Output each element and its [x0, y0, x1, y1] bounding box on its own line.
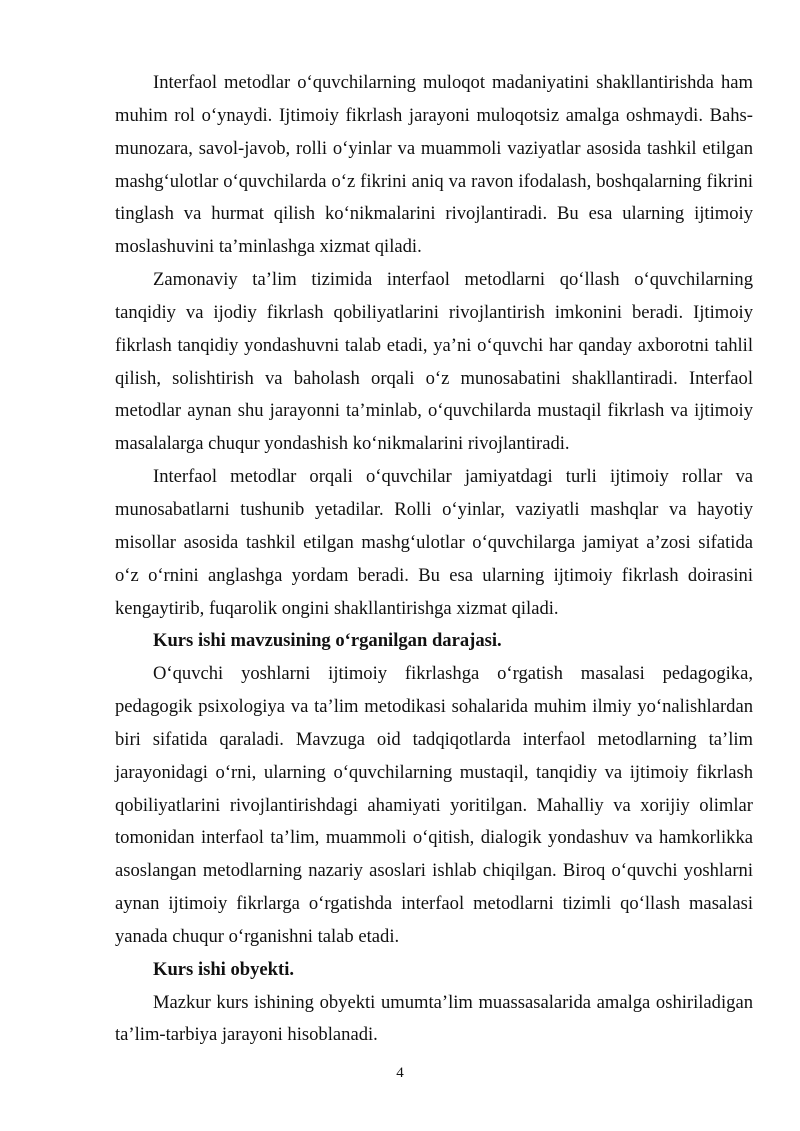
page-number: 4 [396, 1065, 404, 1081]
heading-object: Kurs ishi obyekti. [153, 958, 295, 980]
paragraph-communication-culture: Interfaol metodlar o‘quvchilarning muloqot madaniyatini shakllantirishda ham muhim rol o‘ynaydi. Ijtimoiy fikrlash jarayoni muloqotsiz amalga oshmaydi. Bahs-munozara, savol-javob, rolli o‘yinlar va muammoli vaziyatlar asosida tashkil etilgan mashg‘ulotlar o‘quvchilarda o‘z fikrini aniq va ravon ifodalash, boshqalarning fikrini tinglash va hurmat qilish ko‘nikmalarini rivojlantiradi. Bu esa ularning ijtimoiy moslashuvini ta’minlashga xizmat qiladi. [115, 72, 753, 258]
paragraph-study-level: O‘quvchi yoshlarni ijtimoiy fikrlashga o‘rgatish masalasi pedagogika, pedagogik psixologiya va ta’lim metodikasi sohalarida muhim ilmiy yo‘nalishlardan biri sifatida qaraladi. Mavzuga oid tadqiqotlarda interfaol metodlarning ta’lim jarayonidagi o‘rni, ularning o‘quvchilarning mustaqil, tanqidiy va ijtimoiy fikrlash qobiliyatlarini rivojlantirishdagi ahamiyati yoritilgan. Mahalliy va xorijiy olimlar tomonidan interfaol ta’lim, muammoli o‘qitish, dialogik yondashuv va hamkorlikka asoslangan metodlarning nazariy asoslari ishlab chiqilgan. Biroq o‘quvchi yoshlarni aynan ijtimoiy fikrlarga o‘rgatishda interfaol metodlarni tizimli qo‘llash masalasi yanada chuqur o‘rganishni talab etadi. [115, 663, 753, 947]
heading-study-level: Kurs ishi mavzusining o‘rganilgan darajasi. [153, 630, 502, 652]
document-body [115, 67, 753, 1052]
paragraph-social-roles: Interfaol metodlar orqali o‘quvchilar jamiyatdagi turli ijtimoiy rollar va munosabatlarni tushunib yetadilar. Rolli o‘yinlar, vaziyatli mashqlar va hayotiy misollar asosida tashkil etilgan mashg‘ulotlar o‘quvchilarga jamiyat a’zosi sifatida o‘z o‘rnini anglashga yordam beradi. Bu esa ularning ijtimoiy fikrlash doirasini kengaytirib, fuqarolik ongini shakllantirishga xizmat qiladi. [115, 466, 753, 619]
paragraph-critical-thinking: Zamonaviy ta’lim tizimida interfaol metodlarni qo‘llash o‘quvchilarning tanqidiy va ijodiy fikrlash qobiliyatlarini rivojlantirish imkonini beradi. Ijtimoiy fikrlash tanqidiy yondashuvni talab etadi, ya’ni o‘quvchi har qanday axborotni tahlil qilish, solishtirish va baholash orqali o‘z munosabatini shakllantiradi. Interfaol metodlar aynan shu jarayonni ta’minlab, o‘quvchilarda mustaqil fikrlash va ijtimoiy masalalarga chuqur yondashish ko‘nikmalarini rivojlantiradi. [115, 269, 753, 455]
paragraph-object: Mazkur kurs ishining obyekti umumta’lim muassasalarida amalga oshiriladigan ta’lim-tarbiya jarayoni hisoblanadi. [115, 991, 753, 1046]
